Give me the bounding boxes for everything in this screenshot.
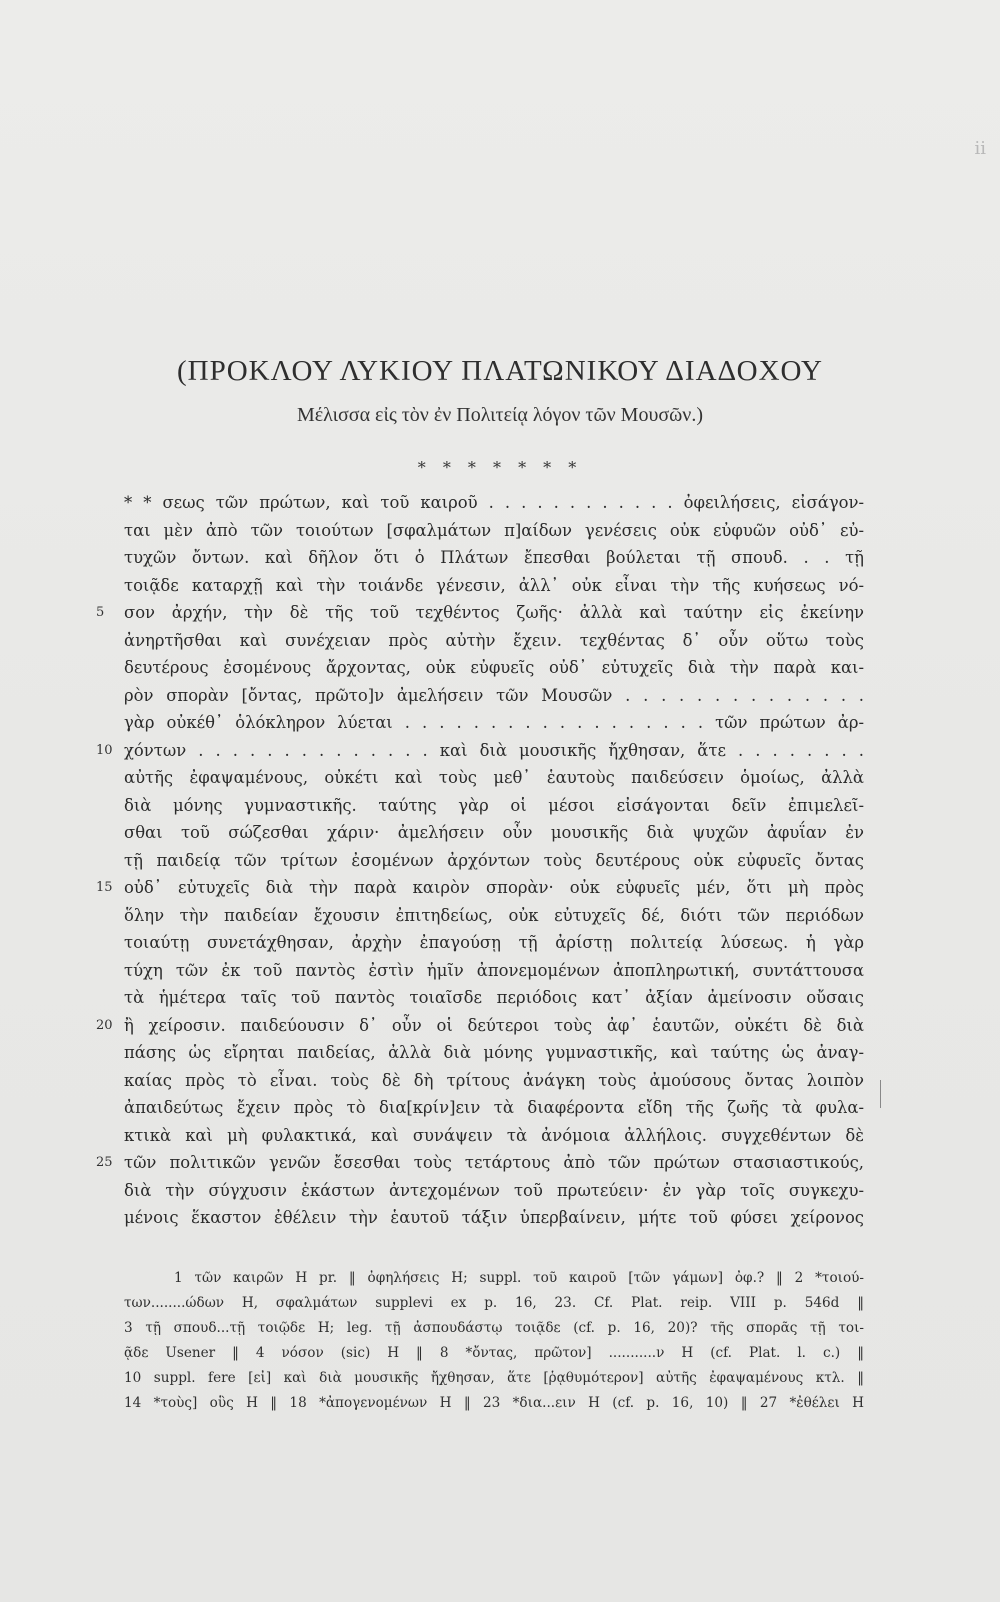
line-text: τυχῶν ὄντων. καὶ δῆλον ὅτι ὁ Πλάτων ἔπεσθαι βούλεται τῇ σπουδ. . . τῇ: [124, 548, 864, 567]
text-line: [124, 544, 864, 572]
line-text: ὅλην τὴν παιδείαν ἔχουσιν ἐπιτηδείως, οὐκ εὐτυχεῖς δέ, διότι τῶν περιόδων: [124, 905, 864, 925]
line-text: διὰ τὴν σύγχυσιν ἑκάστων ἀντεχομένων τοῦ πρωτεύειν· ἐν γὰρ τοῖς συγκεχυ-: [124, 1180, 864, 1200]
text-line: [124, 1204, 864, 1232]
line-text: οὐδ᾽ εὐτυχεῖς διὰ τὴν παρὰ καιρὸν σπορὰν· οὐκ εὐφυεῖς μέν, ὅτι μὴ πρὸς: [124, 878, 864, 897]
line-text: γὰρ οὐκέθ᾽ ὁλόκληρον λύεται . . . . . . . . . . . . . . . . . . τῶν πρώτων ἀρ-: [124, 713, 864, 732]
text-line: [96, 1149, 864, 1177]
text-line: [124, 847, 864, 875]
lacuna-stars: * * * * * * *: [417, 458, 583, 477]
page-title: (ΠΡΟΚΛΟΥ ΛΥΚΙΟΥ ΠΛΑΤΩΝΙΚΟΥ ΔΙΑΔΟΧΟΥ: [177, 355, 823, 387]
line-text: τῇ παιδείᾳ τῶν τρίτων ἐσομένων ἀρχόντων τοὺς δευτέρους οὐκ εὐφυεῖς ὄντας: [124, 850, 864, 870]
line-text: τοιᾷδε καταρχῇ καὶ τὴν τοιάνδε γένεσιν, ἀλλ᾽ οὐκ εἶναι τὴν τῆς κυήσεως νό-: [124, 575, 864, 595]
text-line: [124, 572, 864, 600]
text-line: [124, 819, 864, 847]
page-subtitle: Μέλισσα εἰς τὸν ἐν Πολιτείᾳ λόγον τῶν Μουσῶν.): [296, 404, 703, 426]
line-text: ται μὲν ἀπὸ τῶν τοιούτων [σφαλμάτων π]αίδων γενέσεις οὐκ εὐφυῶν οὐδ᾽ εὐ-: [124, 520, 864, 540]
note-line: 10 suppl. fere [εἰ] καὶ διὰ μουσικῆς ἤχθησαν, ἅτε [ῥᾳθυμότερον] αὐτῆς ἐφαψαμένους κτλ. ‖: [124, 1370, 864, 1386]
line-text: δευτέρους ἐσομένους ἄρχοντας, οὐκ εὐφυεῖς οὐδ᾽ εὐτυχεῖς διὰ τὴν παρὰ και-: [124, 658, 864, 677]
text-line: [124, 1067, 864, 1095]
line-text: τύχη τῶν ἐκ τοῦ παντὸς ἐστὶν ἡμῖν ἀπονεμομένων ἀποπληρωτική, συντάττουσα: [124, 960, 864, 980]
text-line: [96, 737, 864, 765]
text-line: [124, 957, 864, 985]
line-text: χόντων . . . . . . . . . . . . . . καὶ διὰ μουσικῆς ἤχθησαν, ἅτε . . . . . . . .: [124, 740, 864, 760]
text-line: [124, 489, 864, 517]
text-line: [124, 627, 864, 655]
line-number: 20: [96, 1017, 113, 1033]
text-line: [124, 1039, 864, 1067]
text-line: [124, 517, 864, 545]
line-number: 10: [96, 742, 113, 758]
line-number: 5: [96, 605, 105, 620]
corner-mark: ii: [974, 138, 986, 159]
line-number: 25: [96, 1155, 113, 1170]
line-text: ρὸν σπορὰν [ὄντας, πρῶτο]ν ἀμελήσειν τῶν Μουσῶν . . . . . . . . . . . . . .: [124, 685, 864, 705]
line-text: αὐτῆς ἐφαψαμένους, οὐκέτι καὶ τοὺς μεθ᾽ ἑαυτοὺς παιδεύσειν ὁμοίως, ἀλλὰ: [124, 768, 864, 787]
text-line: [96, 599, 864, 627]
line-text: πάσης ὡς εἴρηται παιδείας, ἀλλὰ διὰ μόνης γυμναστικῆς, καὶ ταύτης ὡς ἀναγ-: [124, 1043, 864, 1062]
text-line: [124, 902, 864, 930]
note-line: 14 *τοὺς] οὓς H ‖ 18 *ἀπογενομένων H ‖ 23 *δια...ειν H (cf. p. 16, 10) ‖ 27 *ἐθέλει H: [124, 1395, 864, 1411]
line-text: τὰ ἡμέτερα ταῖς τοῦ παντὸς τοιαῖσδε περιόδοις κατ᾽ ἀξίαν ἀμείνοσιν οὔσαις: [124, 988, 864, 1007]
text-line: [124, 1122, 864, 1150]
note-line: 1 τῶν καιρῶν H pr. ‖ ὀφηλήσεις H; suppl. τοῦ καιροῦ [τῶν γάμων] ὀφ.? ‖ 2 *τοιού-: [174, 1270, 864, 1286]
line-text: τοιαύτῃ συνετάχθησαν, ἀρχὴν ἐπαγούσῃ τῇ ἀρίστῃ πολιτείᾳ λύσεως. ἡ γὰρ: [124, 933, 864, 952]
note-line: 3 τῇ σπουδ...τῇ τοιῷδε H; leg. τῇ ἀσπουδάστῳ τοιᾷδε (cf. p. 16, 20)? τῆς σπορᾶς τῇ τοι-: [124, 1320, 864, 1336]
text-line: [124, 1177, 864, 1205]
line-text: καίας πρὸς τὸ εἶναι. τοὺς δὲ δὴ τρίτους ἀνάγκη τοὺς ἀμούσους ὄντας λοιπὸν: [124, 1070, 864, 1090]
text-line: [124, 984, 864, 1012]
line-text: σθαι τοῦ σώζεσθαι χάριν· ἀμελήσειν οὖν μουσικῆς διὰ ψυχῶν ἀφυΐαν ἐν: [124, 823, 864, 842]
line-text: ἢ χείροσιν. παιδεύουσιν δ᾽ οὖν οἱ δεύτεροι τοὺς ἀφ᾽ ἑαυτῶν, οὐκέτι δὲ διὰ: [124, 1015, 864, 1035]
line-text: τῶν πολιτικῶν γενῶν ἔσεσθαι τοὺς τετάρτους ἀπὸ τῶν πρώτων στασιαστικούς,: [124, 1153, 864, 1172]
line-text: διὰ μόνης γυμναστικῆς. ταύτης γὰρ οἱ μέσοι εἰσάγονται δεῖν ἐπιμελεῖ-: [124, 795, 864, 815]
text-line: [124, 654, 864, 682]
line-text: σον ἀρχήν, τὴν δὲ τῆς τοῦ τεχθέντος ζωῆς· ἀλλὰ καὶ ταύτην εἰς ἐκείνην: [124, 603, 864, 622]
text-line: [124, 792, 864, 820]
line-text: ἀπαιδεύτως ἔχειν πρὸς τὸ δια[κρίν]ειν τὰ διαφέροντα εἴδη τῆς ζωῆς τὰ φυλα-: [124, 1098, 864, 1117]
text-line: [124, 764, 864, 792]
line-text: * * σεως τῶν πρώτων, καὶ τοῦ καιροῦ . . . . . . . . . . . . ὀφειλήσεις, εἰσάγον-: [124, 493, 864, 512]
line-text: μένοις ἕκαστον ἐθέλειν τὴν ἑαυτοῦ τάξιν ὑπερβαίνειν, μήτε τοῦ φύσει χείρονος: [124, 1208, 864, 1227]
text-line: [96, 874, 864, 902]
text-line: [124, 682, 864, 710]
line-text: ἀνηρτῆσθαι καὶ συνέχειαν πρὸς αὐτὴν ἔχειν. τεχθέντας δ᾽ οὖν οὕτω τοὺς: [124, 630, 864, 650]
line-text: κτικὰ καὶ μὴ φυλακτικά, καὶ συνάψειν τὰ ἀνόμοια ἀλλήλοις. συγχεθέντων δὲ: [124, 1125, 864, 1145]
text-line: [124, 709, 864, 737]
apparatus-criticus: [124, 1266, 864, 1416]
main-text: [96, 489, 864, 1232]
text-line: [124, 1094, 864, 1122]
line-number: 15: [96, 880, 113, 895]
text-line: [96, 1012, 864, 1040]
note-line: ᾷδε Usener ‖ 4 νόσον (sic) H ‖ 8 *ὄντας, πρῶτον] ...........ν H (cf. Plat. l. c.) ‖: [124, 1345, 864, 1361]
margin-rule: [880, 1080, 881, 1108]
note-line: των........ώδων H, σφαλμάτων supplevi ex p. 16, 23. Cf. Plat. reip. VIII p. 546d ‖: [124, 1295, 864, 1311]
text-line: [124, 929, 864, 957]
